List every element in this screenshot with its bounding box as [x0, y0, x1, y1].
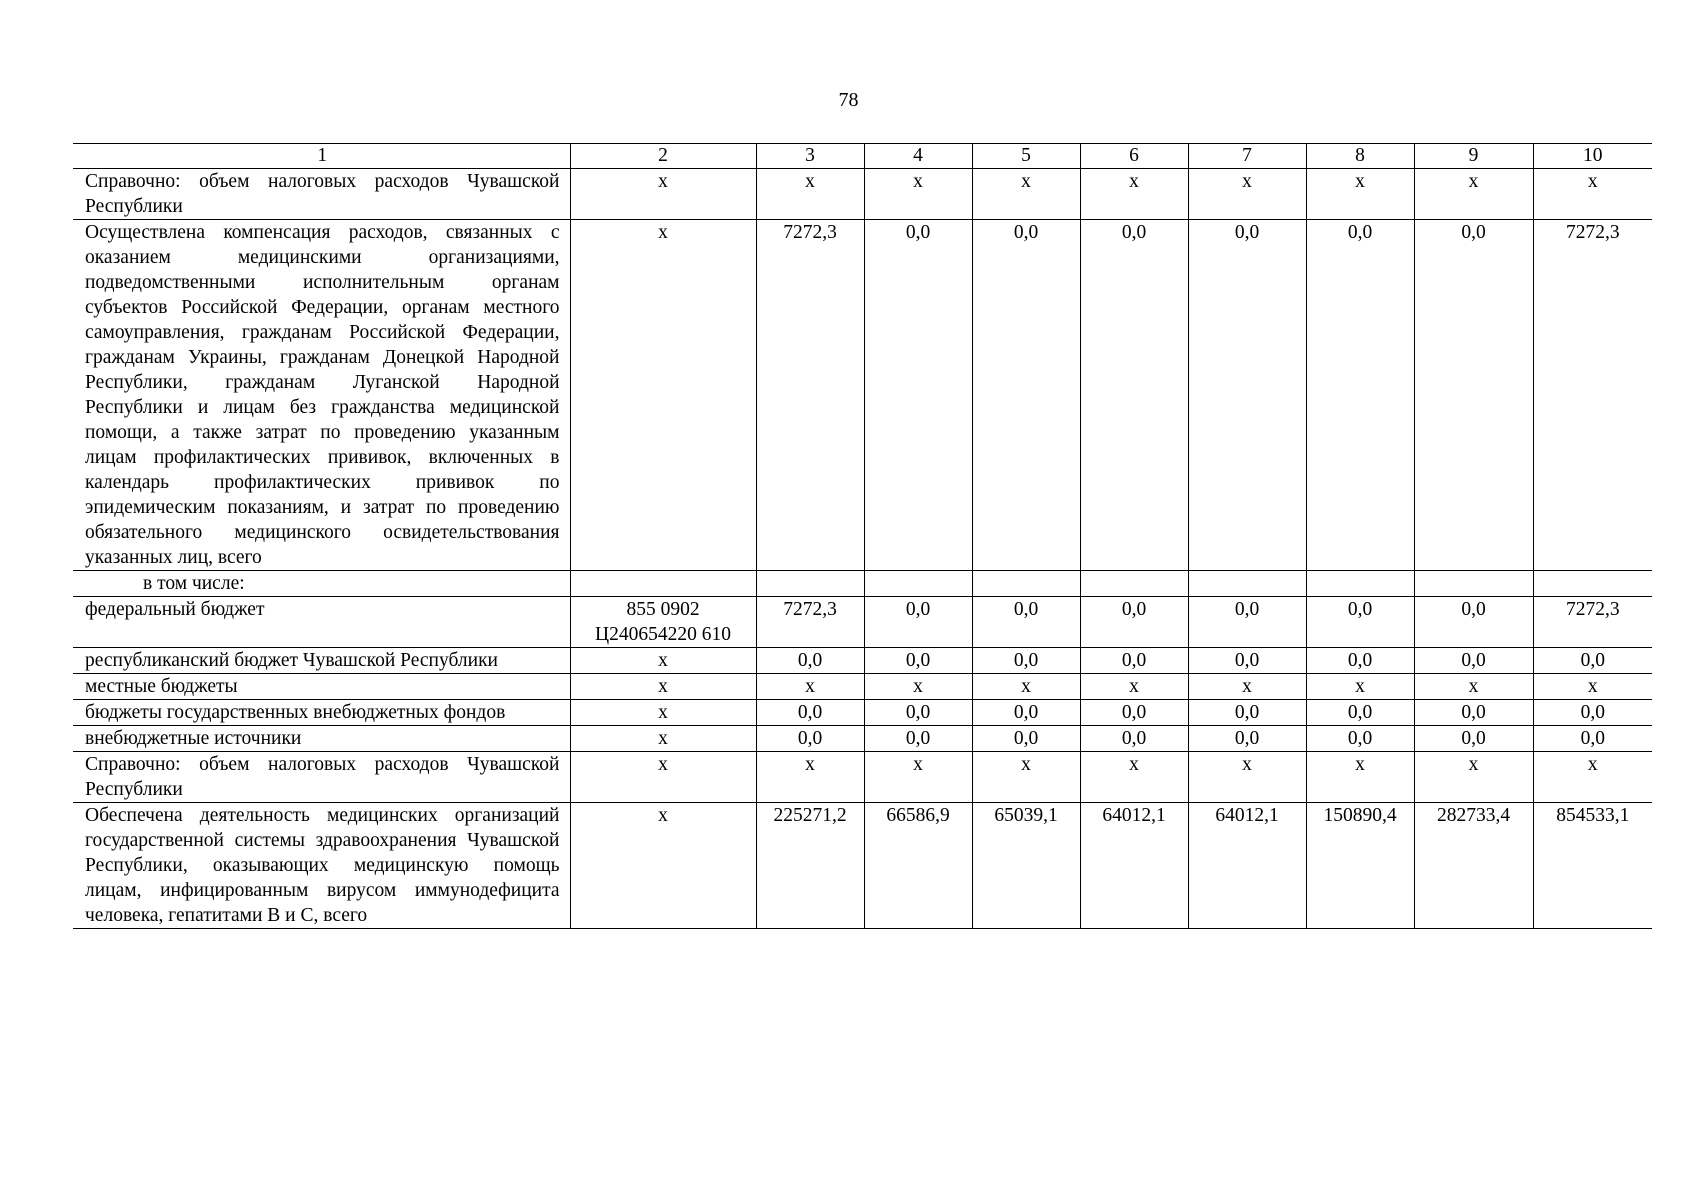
value-cell: 0,0 — [1414, 726, 1533, 752]
value-cell — [1306, 571, 1414, 597]
value-cell: х — [1414, 752, 1533, 803]
value-cell: х — [1306, 169, 1414, 220]
table-row — [73, 648, 1652, 674]
value-cell — [756, 571, 864, 597]
value-cell: 0,0 — [972, 700, 1080, 726]
value-cell: х — [864, 169, 972, 220]
value-cell: х — [1306, 674, 1414, 700]
budget-code-cell — [570, 597, 756, 648]
value-cell: 0,0 — [1188, 597, 1306, 648]
value-cell: 0,0 — [1188, 220, 1306, 571]
row-label: Осуществлена компенсация расходов, связанных с оказанием медицинскими организациями, подведомственными исполнительным органам субъектов Российской Федерации, органам местного самоуправления, гражданам Российской Федерации, гражданам Украины, гражданам Донецкой Народной Республики, гражданам Луганской Народной Республики и лицам без гражданства медицинской помощи, а также затрат по проведению указанным лицам профилактических прививок, включенных в календарь профилактических прививок по эпидемическим показаниям, и затрат по проведению обязательного медицинского освидетельствования указанных лиц, всего — [73, 220, 570, 571]
value-cell: 150890,4 — [1306, 803, 1414, 929]
budget-code-cell: х — [570, 674, 756, 700]
value-cell: х — [972, 169, 1080, 220]
value-cell: 0,0 — [1306, 700, 1414, 726]
value-cell: 0,0 — [1080, 648, 1188, 674]
header-cell: 3 — [756, 144, 864, 169]
budget-code-cell: х — [570, 648, 756, 674]
value-cell: х — [1306, 752, 1414, 803]
budget-code-line: Ц240654220 610 — [595, 624, 731, 645]
value-cell: 0,0 — [1533, 726, 1652, 752]
value-cell: 0,0 — [1080, 220, 1188, 571]
value-cell: х — [756, 169, 864, 220]
value-cell: 0,0 — [756, 648, 864, 674]
value-cell: х — [1188, 169, 1306, 220]
value-cell: 0,0 — [1080, 700, 1188, 726]
table-row — [73, 169, 1652, 220]
value-cell — [1533, 571, 1652, 597]
header-cell: 5 — [972, 144, 1080, 169]
value-cell: х — [864, 674, 972, 700]
header-cell: 2 — [570, 144, 756, 169]
value-cell — [1414, 571, 1533, 597]
header-cell: 9 — [1414, 144, 1533, 169]
value-cell: 64012,1 — [1080, 803, 1188, 929]
value-cell: 64012,1 — [1188, 803, 1306, 929]
value-cell: 0,0 — [1306, 220, 1414, 571]
table-row — [73, 571, 1652, 597]
header-cell: 8 — [1306, 144, 1414, 169]
value-cell: 0,0 — [1414, 700, 1533, 726]
value-cell: 0,0 — [864, 700, 972, 726]
value-cell: 0,0 — [1306, 597, 1414, 648]
value-cell: 0,0 — [1414, 597, 1533, 648]
budget-code-cell: х — [570, 220, 756, 571]
row-label: Обеспечена деятельность медицинских организаций государственной системы здравоохранения Чувашской Республики, оказывающих медицинскую помощь лицам, инфицированным вирусом иммунодефицита человека, гепатитами B и C, всего — [73, 803, 570, 929]
value-cell: 7272,3 — [756, 597, 864, 648]
value-cell: 65039,1 — [972, 803, 1080, 929]
value-cell: 0,0 — [1188, 648, 1306, 674]
value-cell: 0,0 — [1306, 648, 1414, 674]
value-cell: 7272,3 — [1533, 220, 1652, 571]
value-cell: х — [1414, 674, 1533, 700]
budget-code-line: 855 0902 — [626, 599, 700, 620]
value-cell: 0,0 — [864, 220, 972, 571]
value-cell: 0,0 — [1533, 700, 1652, 726]
header-cell: 1 — [73, 144, 570, 169]
row-label: республиканский бюджет Чувашской Республики — [73, 648, 570, 674]
budget-code-cell: х — [570, 169, 756, 220]
budget-code-cell — [570, 571, 756, 597]
value-cell — [1080, 571, 1188, 597]
value-cell: х — [1080, 752, 1188, 803]
value-cell: 0,0 — [972, 726, 1080, 752]
row-label: федеральный бюджет — [73, 597, 570, 648]
table-row — [73, 674, 1652, 700]
header-cell: 7 — [1188, 144, 1306, 169]
value-cell: 0,0 — [972, 597, 1080, 648]
value-cell: х — [1414, 169, 1533, 220]
table-row — [73, 726, 1652, 752]
value-cell: 854533,1 — [1533, 803, 1652, 929]
value-cell: 0,0 — [1414, 220, 1533, 571]
table-row — [73, 597, 1652, 648]
value-cell: х — [756, 752, 864, 803]
value-cell: 0,0 — [972, 220, 1080, 571]
header-cell: 6 — [1080, 144, 1188, 169]
value-cell: х — [1533, 752, 1652, 803]
row-label: внебюджетные источники — [73, 726, 570, 752]
budget-code-cell: х — [570, 752, 756, 803]
table-row — [73, 803, 1652, 929]
budget-code-cell: х — [570, 803, 756, 929]
table-row — [73, 220, 1652, 571]
value-cell: 0,0 — [972, 648, 1080, 674]
value-cell: 7272,3 — [756, 220, 864, 571]
header-cell: 10 — [1533, 144, 1652, 169]
value-cell: 0,0 — [1188, 700, 1306, 726]
value-cell: 66586,9 — [864, 803, 972, 929]
value-cell: х — [756, 674, 864, 700]
value-cell: 225271,2 — [756, 803, 864, 929]
row-label: местные бюджеты — [73, 674, 570, 700]
row-label: Справочно: объем налоговых расходов Чувашской Республики — [73, 752, 570, 803]
value-cell: х — [1080, 169, 1188, 220]
value-cell: 0,0 — [756, 700, 864, 726]
value-cell: х — [1188, 674, 1306, 700]
value-cell: 0,0 — [756, 726, 864, 752]
value-cell: 0,0 — [1080, 726, 1188, 752]
budget-code-cell: х — [570, 726, 756, 752]
value-cell: 0,0 — [864, 648, 972, 674]
budget-code-cell: х — [570, 700, 756, 726]
header-cell: 4 — [864, 144, 972, 169]
value-cell: 282733,4 — [1414, 803, 1533, 929]
value-cell: 0,0 — [1414, 648, 1533, 674]
value-cell: х — [1080, 674, 1188, 700]
value-cell — [1188, 571, 1306, 597]
row-label: Справочно: объем налоговых расходов Чувашской Республики — [73, 169, 570, 220]
page-number: 78 — [838, 89, 859, 111]
value-cell: х — [972, 674, 1080, 700]
value-cell: х — [1188, 752, 1306, 803]
value-cell: 0,0 — [1533, 648, 1652, 674]
value-cell — [864, 571, 972, 597]
table-row — [73, 700, 1652, 726]
value-cell: 0,0 — [864, 726, 972, 752]
budget-table — [73, 143, 1652, 929]
table-header-row — [73, 144, 1652, 169]
value-cell — [972, 571, 1080, 597]
row-label: бюджеты государственных внебюджетных фондов — [73, 700, 570, 726]
table-row — [73, 752, 1652, 803]
value-cell: 0,0 — [864, 597, 972, 648]
value-cell: х — [972, 752, 1080, 803]
value-cell: х — [1533, 674, 1652, 700]
value-cell: х — [864, 752, 972, 803]
value-cell: х — [1533, 169, 1652, 220]
value-cell: 0,0 — [1080, 597, 1188, 648]
value-cell: 0,0 — [1306, 726, 1414, 752]
value-cell: 7272,3 — [1533, 597, 1652, 648]
row-label: в том числе: — [73, 571, 570, 597]
value-cell: 0,0 — [1188, 726, 1306, 752]
